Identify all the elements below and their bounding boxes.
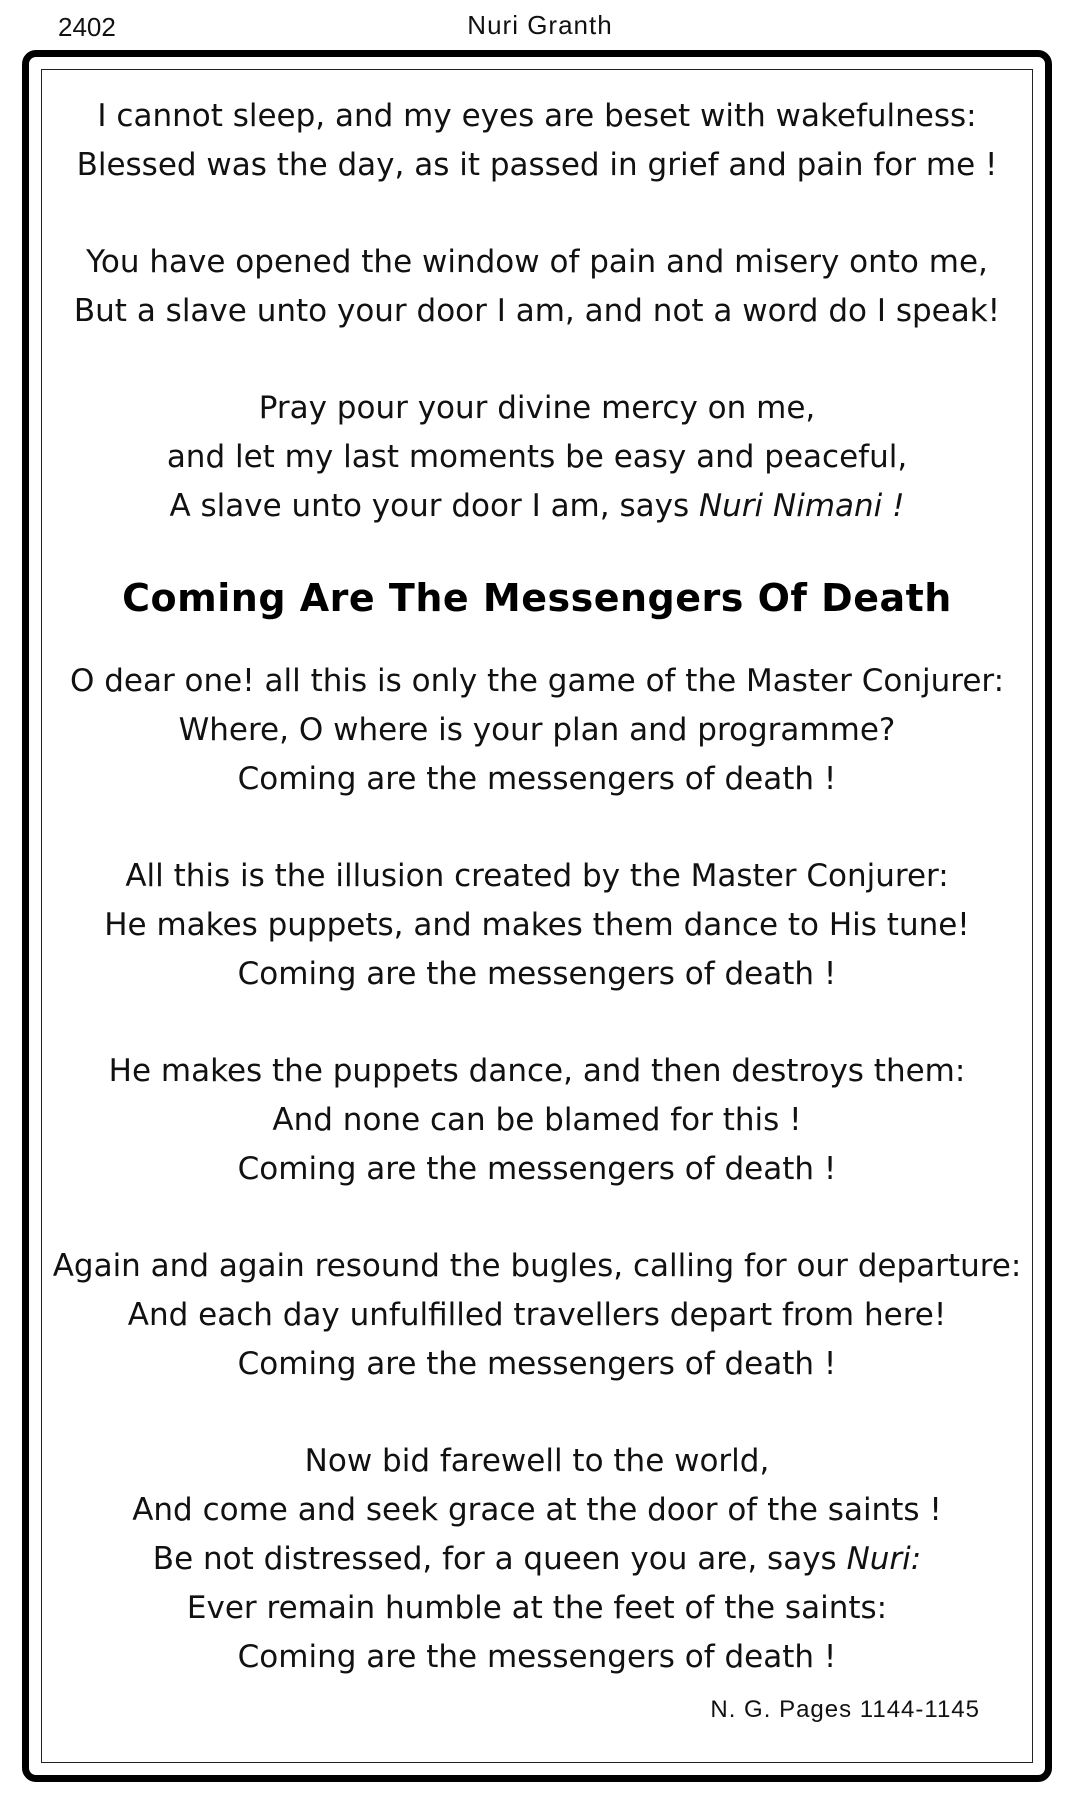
verse-line: [42, 852, 1032, 901]
stanza: [42, 1242, 1032, 1389]
verse-text: And come and seek grace at the door of the saints !: [132, 1492, 942, 1528]
verse-line: [42, 1486, 1032, 1535]
verse-text: Blessed was the day, as it passed in grief and pain for me !: [76, 147, 998, 183]
verse-line: [42, 433, 1032, 482]
verse-text: Be not distressed, for a queen you are, says: [152, 1541, 847, 1577]
verse-text: Ever remain humble at the feet of the saints:: [186, 1590, 888, 1626]
verse-text: A slave unto your door I am, says: [169, 488, 699, 524]
main-stanzas: [42, 657, 1032, 1682]
running-title: Nuri Granth: [467, 10, 613, 40]
verse-text: Coming are the messengers of death !: [237, 1346, 837, 1382]
verse-text: All this is the illusion created by the Master Conjurer:: [125, 858, 949, 894]
verse-line: [42, 1096, 1032, 1145]
opening-stanzas: [42, 92, 1032, 531]
stanza: [42, 384, 1032, 531]
verse-line: [42, 384, 1032, 433]
verse-line: [42, 287, 1032, 336]
section-title: Coming Are The Messengers Of Death: [122, 576, 952, 620]
page-number: 2402: [58, 12, 116, 42]
verse-line: [42, 1291, 1032, 1340]
page-border: [22, 50, 1052, 1782]
verse-text: Where, O where is your plan and programme?: [178, 712, 896, 748]
verse-text: Pray pour your divine mercy on me,: [258, 390, 816, 426]
verse-text: Coming are the messengers of death !: [237, 1151, 837, 1187]
verse-text: Again and again resound the bugles, calling for our departure:: [52, 1248, 1022, 1284]
verse-line: [42, 1242, 1032, 1291]
stanza: [42, 92, 1032, 190]
verse-text: I cannot sleep, and my eyes are beset with wakefulness:: [97, 98, 977, 134]
verse-text: He makes the puppets dance, and then destroys them:: [108, 1053, 966, 1089]
verse-line: [42, 1633, 1032, 1682]
verse-line: [42, 141, 1032, 190]
poem-body: [42, 92, 1032, 1730]
page-header: [0, 10, 1080, 46]
stanza: [42, 1047, 1032, 1194]
verse-line: [42, 755, 1032, 804]
verse-text: He makes puppets, and makes them dance to His tune!: [104, 907, 970, 943]
verse-emphasis: Nuri:: [846, 1541, 922, 1577]
verse-text: But a slave unto your door I am, and not a word do I speak!: [73, 293, 1001, 329]
verse-line: [42, 238, 1032, 287]
verse-line: [42, 1437, 1032, 1486]
verse-line: [42, 657, 1032, 706]
verse-text: Coming are the messengers of death !: [237, 1639, 837, 1675]
verse-line: [42, 1535, 1032, 1584]
verse-line: [42, 92, 1032, 141]
verse-text: and let my last moments be easy and peaceful,: [166, 439, 908, 475]
verse-line: [42, 482, 1032, 531]
verse-text: Now bid farewell to the world,: [304, 1443, 770, 1479]
verse-text: O dear one! all this is only the game of the Master Conjurer:: [69, 663, 1005, 699]
verse-line: [42, 1047, 1032, 1096]
verse-line: [42, 706, 1032, 755]
verse-line: [42, 1584, 1032, 1633]
stanza: [42, 1437, 1032, 1682]
verse-emphasis: Nuri Nimani !: [698, 488, 905, 524]
verse-line: [42, 901, 1032, 950]
verse-text: And none can be blamed for this !: [272, 1102, 802, 1138]
verse-text: Coming are the messengers of death !: [237, 956, 837, 992]
page-reference: N. G. Pages 1144-1145: [710, 1696, 980, 1723]
stanza: [42, 238, 1032, 336]
stanza: [42, 657, 1032, 804]
verse-line: [42, 1145, 1032, 1194]
verse-line: [42, 950, 1032, 999]
verse-line: [42, 1340, 1032, 1389]
inner-border: [41, 69, 1033, 1763]
verse-text: Coming are the messengers of death !: [237, 761, 837, 797]
verse-text: You have opened the window of pain and misery onto me,: [86, 244, 988, 280]
stanza: [42, 852, 1032, 999]
verse-text: And each day unfulfilled travellers depart from here!: [127, 1297, 947, 1333]
